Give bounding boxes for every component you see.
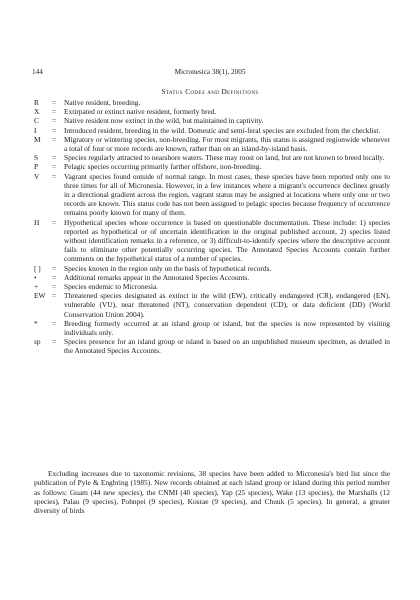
definition-text: Native resident, breeding. (64, 98, 141, 107)
equals-sign: = (52, 153, 57, 163)
equals-sign: = (52, 107, 57, 117)
definition-row (34, 273, 390, 282)
definition-row (34, 126, 390, 135)
definition-row (34, 153, 390, 162)
page-number: 144 (32, 68, 43, 76)
definition-row (34, 162, 390, 171)
definition-row (34, 319, 390, 337)
definition-text: Threatened species designated as extinct in the wild (EW), critically endangered (CR), endangered (EN), vulnerable (VU), near threatened (NT), conservation dependent (CD), or data deficient (DD) (World Conservation Union 2004). (64, 291, 390, 319)
definition-text: Species known in the region only on the basis of hypothetical records. (64, 263, 272, 273)
equals-sign: = (52, 282, 57, 292)
equals-sign: = (52, 134, 57, 144)
status-code: M (34, 134, 41, 144)
status-code: C (34, 116, 39, 126)
equals-sign: = (52, 318, 57, 328)
definition-row (34, 172, 390, 218)
status-code: S (34, 153, 39, 163)
definition-text: Hypothetical species whose occurrence is based on questionable documentation. These include: 1) species reported as hypothetical or of uncertain identification in the original published account, 2) species listed without identification remarks in a reference, or 3) difficult-to-identify species where the descriptive account fails to eliminate other potentially occurring species. The Annotated Species Accounts contain further comments on the hypothetical status of a number of species. (64, 217, 390, 264)
definition-row (34, 337, 390, 355)
equals-sign: = (52, 125, 57, 135)
equals-sign: = (52, 217, 57, 227)
body-paragraph: Excluding increases due to taxonomic revisions, 38 species have been added to Micronesia's bird list since the publication of Pyle & Engbring (1985). New records obtained at each island group or island during this period number as follows: Guam (44 new species), the CNMI (40 species), Yap (25 species), Wake (13 species), the Marshalls (12 species), Palau (9 species), Pohnpei (9 species), Kosrae (9 species), and Chuuk (5 species). In general, a greater diversity of birds (34, 469, 390, 516)
status-code: V (34, 171, 40, 181)
status-code: I (34, 125, 37, 135)
equals-sign: = (52, 171, 57, 181)
definition-row (34, 282, 390, 291)
equals-sign: = (52, 272, 57, 282)
definition-row (34, 218, 390, 264)
definition-text: Migratory or wintering species, non-breeding. For most migrants, this status is assigned regionwide whenever a total of four or more records are known, rather than on an island-by-island basis. (64, 134, 390, 154)
section-title: Status Codes and Definitions (161, 88, 259, 96)
definition-row (34, 107, 390, 116)
journal-citation: Micronesica 38(1), 2005 (174, 68, 246, 76)
definition-text: Native resident now extinct in the wild, but maintained in captivity. (64, 116, 264, 126)
equals-sign: = (52, 116, 57, 126)
definition-row (34, 135, 390, 153)
equals-sign: = (52, 162, 57, 172)
definition-row (34, 98, 390, 107)
status-code: EW (34, 291, 46, 301)
definition-text: Introduced resident, breeding in the wild. Domestic and semi-feral species are excluded from the checklist. (64, 125, 381, 135)
definition-text: Species presence for an island group or island is based on an unpublished museum specimen, as detailed in the Annotated Species Accounts. (64, 337, 390, 356)
status-code: sp (34, 337, 41, 347)
definition-text: Extirpated or extinct native resident, formerly bred. (64, 107, 217, 117)
status-code: H (34, 217, 40, 227)
definition-text: Species regularly attracted to nearshore waters. These may roost on land, but are not known to breed locally. (64, 153, 385, 163)
status-code: P (34, 162, 39, 172)
status-code: X (34, 107, 40, 117)
status-code: + (34, 282, 39, 292)
status-code: • (34, 272, 37, 282)
definition-text: Species endemic to Micronesia. (64, 282, 158, 292)
equals-sign: = (52, 337, 57, 347)
definitions-list (34, 98, 390, 356)
definition-text: Pelagic species occurring primarily farther offshore, non-breeding. (64, 162, 262, 172)
definition-row (34, 264, 390, 273)
definition-row (34, 116, 390, 125)
definition-text: Breeding formerly occurred at an island group or island, but the species is now represented by visiting individuals only. (64, 318, 390, 338)
equals-sign: = (52, 263, 57, 273)
equals-sign: = (52, 291, 57, 301)
definition-text: Vagrant species found outside of normal range. In most cases, these species have been reported only one to three times for all of Micronesia. However, in a few instances where a migrant's occurrence declines greatly in a directional gradient across the region, vagrant status may be assigned at locations where only one or two records are known. This status code has not been assigned to pelagic species because frequency of occurrence remains poorly known for many of them. (64, 171, 390, 218)
running-head (32, 68, 388, 78)
status-code: [ ] (34, 263, 41, 273)
equals-sign: = (52, 98, 57, 107)
status-code: R (34, 98, 39, 107)
definition-text: Additional remarks appear in the Annotated Species Accounts. (64, 272, 250, 282)
definition-row (34, 291, 390, 319)
status-code: * (34, 318, 38, 328)
